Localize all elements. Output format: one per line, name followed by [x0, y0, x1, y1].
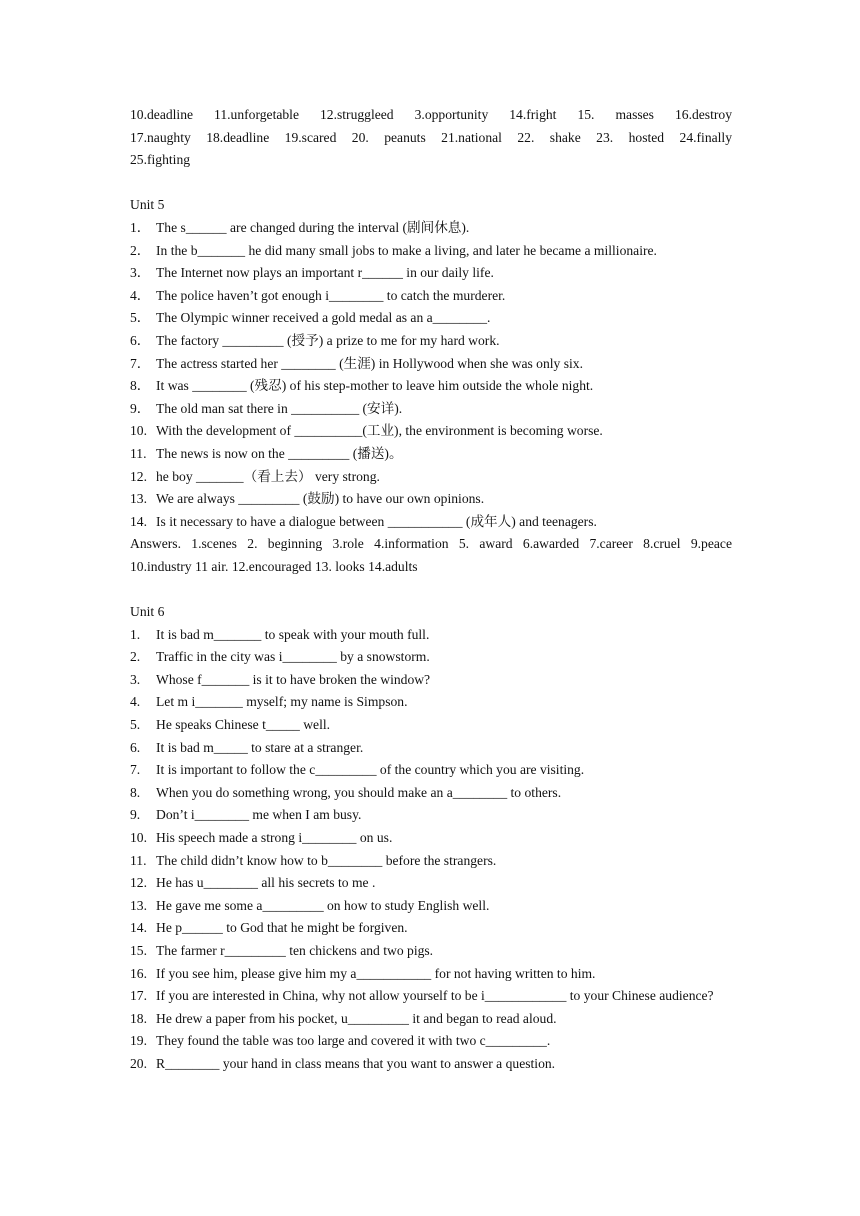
question-item: [130, 737, 732, 760]
question-item: [130, 827, 732, 850]
unit6-heading: Unit 6: [130, 604, 165, 620]
question-number: 20.: [130, 1055, 147, 1071]
question-item: [130, 850, 732, 873]
question-number: 13.: [130, 897, 147, 913]
question-number: 7．: [130, 355, 151, 371]
question-text: Let m i_______ myself; my name is Simpson.: [156, 694, 408, 710]
question-number: 19.: [130, 1033, 147, 1049]
question-number: 3．: [130, 265, 151, 281]
question-text: His speech made a strong i________ on us.: [156, 830, 393, 845]
question-item: [130, 262, 732, 285]
unit5-answers-line: 10.industry 11 air. 12.encouraged 13. looks 14.adults: [130, 558, 418, 574]
question-text: In the b_______ he did many small jobs to make a living, and later he became a millionaire.: [156, 242, 657, 258]
question-number: 9.: [130, 807, 141, 823]
question-item: [130, 511, 732, 534]
question-text: The actress started her ________ (生涯) in Hollywood when she was only six.: [156, 355, 583, 371]
question-text: He gave me some a_________ on how to study English well.: [156, 897, 490, 913]
question-text: he boy _______（看上去） very strong.: [156, 468, 380, 484]
question-text: Traffic in the city was i________ by a snowstorm.: [156, 649, 430, 665]
question-number: 12.: [130, 468, 147, 484]
question-item: [130, 669, 732, 692]
question-text: Don’t i________ me when I am busy.: [156, 807, 362, 823]
question-number: 5．: [130, 310, 151, 326]
question-item: [130, 985, 732, 1008]
question-number: 1.: [130, 626, 141, 642]
question-text: It was ________ (残忍) of his step-mother to leave him outside the whole night.: [156, 378, 594, 394]
question-text: It is bad m_____ to stare at a stranger.: [156, 739, 364, 755]
question-text: If you see him, please give him my a___________ for not having written to him.: [156, 965, 596, 981]
question-text: It is important to follow the c_________ of the country which you are visiting.: [156, 762, 585, 778]
question-text: R________ your hand in class means that you want to answer a question.: [156, 1055, 556, 1071]
question-text: The s______ are changed during the interval (剧间休息).: [156, 219, 470, 235]
question-text: The news is now on the _________ (播送)。: [156, 445, 403, 461]
question-number: 10.: [130, 423, 147, 439]
question-number: 11.: [130, 445, 147, 461]
question-item: [130, 895, 732, 918]
question-item: [130, 307, 732, 330]
question-text: If you are interested in China, why not allow yourself to be i____________ to your Chinese audience?: [156, 988, 714, 1004]
spacer: [130, 578, 732, 601]
question-text: When you do something wrong, you should make an a________ to others.: [156, 784, 562, 800]
answer-line: 25.fighting: [130, 152, 191, 168]
question-text: The old man sat there in __________ (安详).: [156, 400, 403, 416]
question-number: 16.: [130, 965, 147, 981]
question-item: [130, 646, 732, 669]
question-text: The child didn’t know how to b________ before the strangers.: [156, 852, 497, 868]
question-item: [130, 375, 732, 398]
question-number: 11.: [130, 852, 147, 868]
question-item: [130, 217, 732, 240]
question-number: 14.: [130, 920, 147, 936]
question-item: [130, 285, 732, 308]
question-item: [130, 330, 732, 353]
answer-line: 17.naughty 18.deadline 19.scared 20. peanuts 21.national 22. shake 23. hosted 24.finally: [130, 129, 732, 145]
question-number: 6．: [130, 332, 151, 348]
question-text: The farmer r_________ ten chickens and two pigs.: [156, 942, 434, 958]
question-item: [130, 1030, 732, 1053]
question-number: 4．: [130, 287, 151, 303]
question-item: [130, 443, 732, 466]
question-number: 8．: [130, 378, 151, 394]
unit5-question-list: [130, 217, 732, 533]
question-number: 18.: [130, 1010, 147, 1026]
question-text: We are always _________ (鼓励) to have our own opinions.: [156, 491, 485, 507]
question-number: 7.: [130, 762, 141, 778]
question-number: 6.: [130, 739, 141, 755]
unit6-question-list: [130, 624, 732, 1076]
question-number: 1．: [130, 219, 151, 235]
question-item: [130, 714, 732, 737]
question-number: 15.: [130, 942, 147, 958]
question-number: 2．: [130, 242, 151, 258]
question-item: [130, 240, 732, 263]
question-number: 13.: [130, 491, 147, 507]
question-item: [130, 804, 732, 827]
question-item: [130, 691, 732, 714]
question-text: The factory _________ (授予) a prize to me for my hard work.: [156, 332, 500, 348]
question-item: [130, 420, 732, 443]
question-item: [130, 1008, 732, 1031]
question-number: 9．: [130, 400, 151, 416]
question-item: [130, 466, 732, 489]
question-number: 3.: [130, 671, 141, 687]
question-item: [130, 488, 732, 511]
question-text: The police haven’t got enough i________ to catch the murderer.: [156, 287, 506, 303]
unit5-answers-line: Answers. 1.scenes 2. beginning 3.role 4.information 5. award 6.awarded 7.career 8.cruel 9.peace: [130, 536, 732, 552]
question-number: 8.: [130, 784, 141, 800]
question-number: 12.: [130, 875, 147, 891]
question-item: [130, 940, 732, 963]
question-number: 10.: [130, 830, 147, 845]
question-item: [130, 963, 732, 986]
unit5-heading: Unit 5: [130, 197, 165, 213]
question-item: [130, 398, 732, 421]
question-item: [130, 872, 732, 895]
question-text: It is bad m_______ to speak with your mouth full.: [156, 626, 430, 642]
question-item: [130, 624, 732, 647]
question-text: He drew a paper from his pocket, u_________ it and began to read aloud.: [156, 1010, 557, 1026]
answer-line: 10.deadline 11.unforgetable 12.struggleed 3.opportunity 14.fright 15. masses 16.destroy: [130, 107, 732, 122]
question-text: The Internet now plays an important r______ in our daily life.: [156, 265, 494, 281]
question-item: [130, 1053, 732, 1076]
question-number: 17.: [130, 988, 147, 1004]
question-number: 2.: [130, 649, 141, 665]
question-item: [130, 782, 732, 805]
question-text: The Olympic winner received a gold medal as an a________.: [156, 310, 491, 326]
spacer: [130, 172, 732, 195]
question-text: He p______ to God that he might be forgiven.: [156, 920, 408, 936]
question-text: Whose f_______ is it to have broken the window?: [156, 671, 431, 687]
question-number: 4.: [130, 694, 141, 710]
question-text: Is it necessary to have a dialogue between ___________ (成年人) and teenagers.: [156, 513, 597, 529]
question-text: He has u________ all his secrets to me .: [156, 875, 376, 891]
question-item: [130, 917, 732, 940]
question-number: 14.: [130, 513, 147, 529]
question-text: With the development of __________(工业), the environment is becoming worse.: [156, 423, 603, 439]
question-item: [130, 353, 732, 376]
document-page: [130, 104, 732, 1076]
question-number: 5.: [130, 717, 141, 733]
question-item: [130, 759, 732, 782]
question-text: He speaks Chinese t_____ well.: [156, 717, 331, 733]
question-text: They found the table was too large and covered it with two c_________.: [156, 1033, 551, 1049]
